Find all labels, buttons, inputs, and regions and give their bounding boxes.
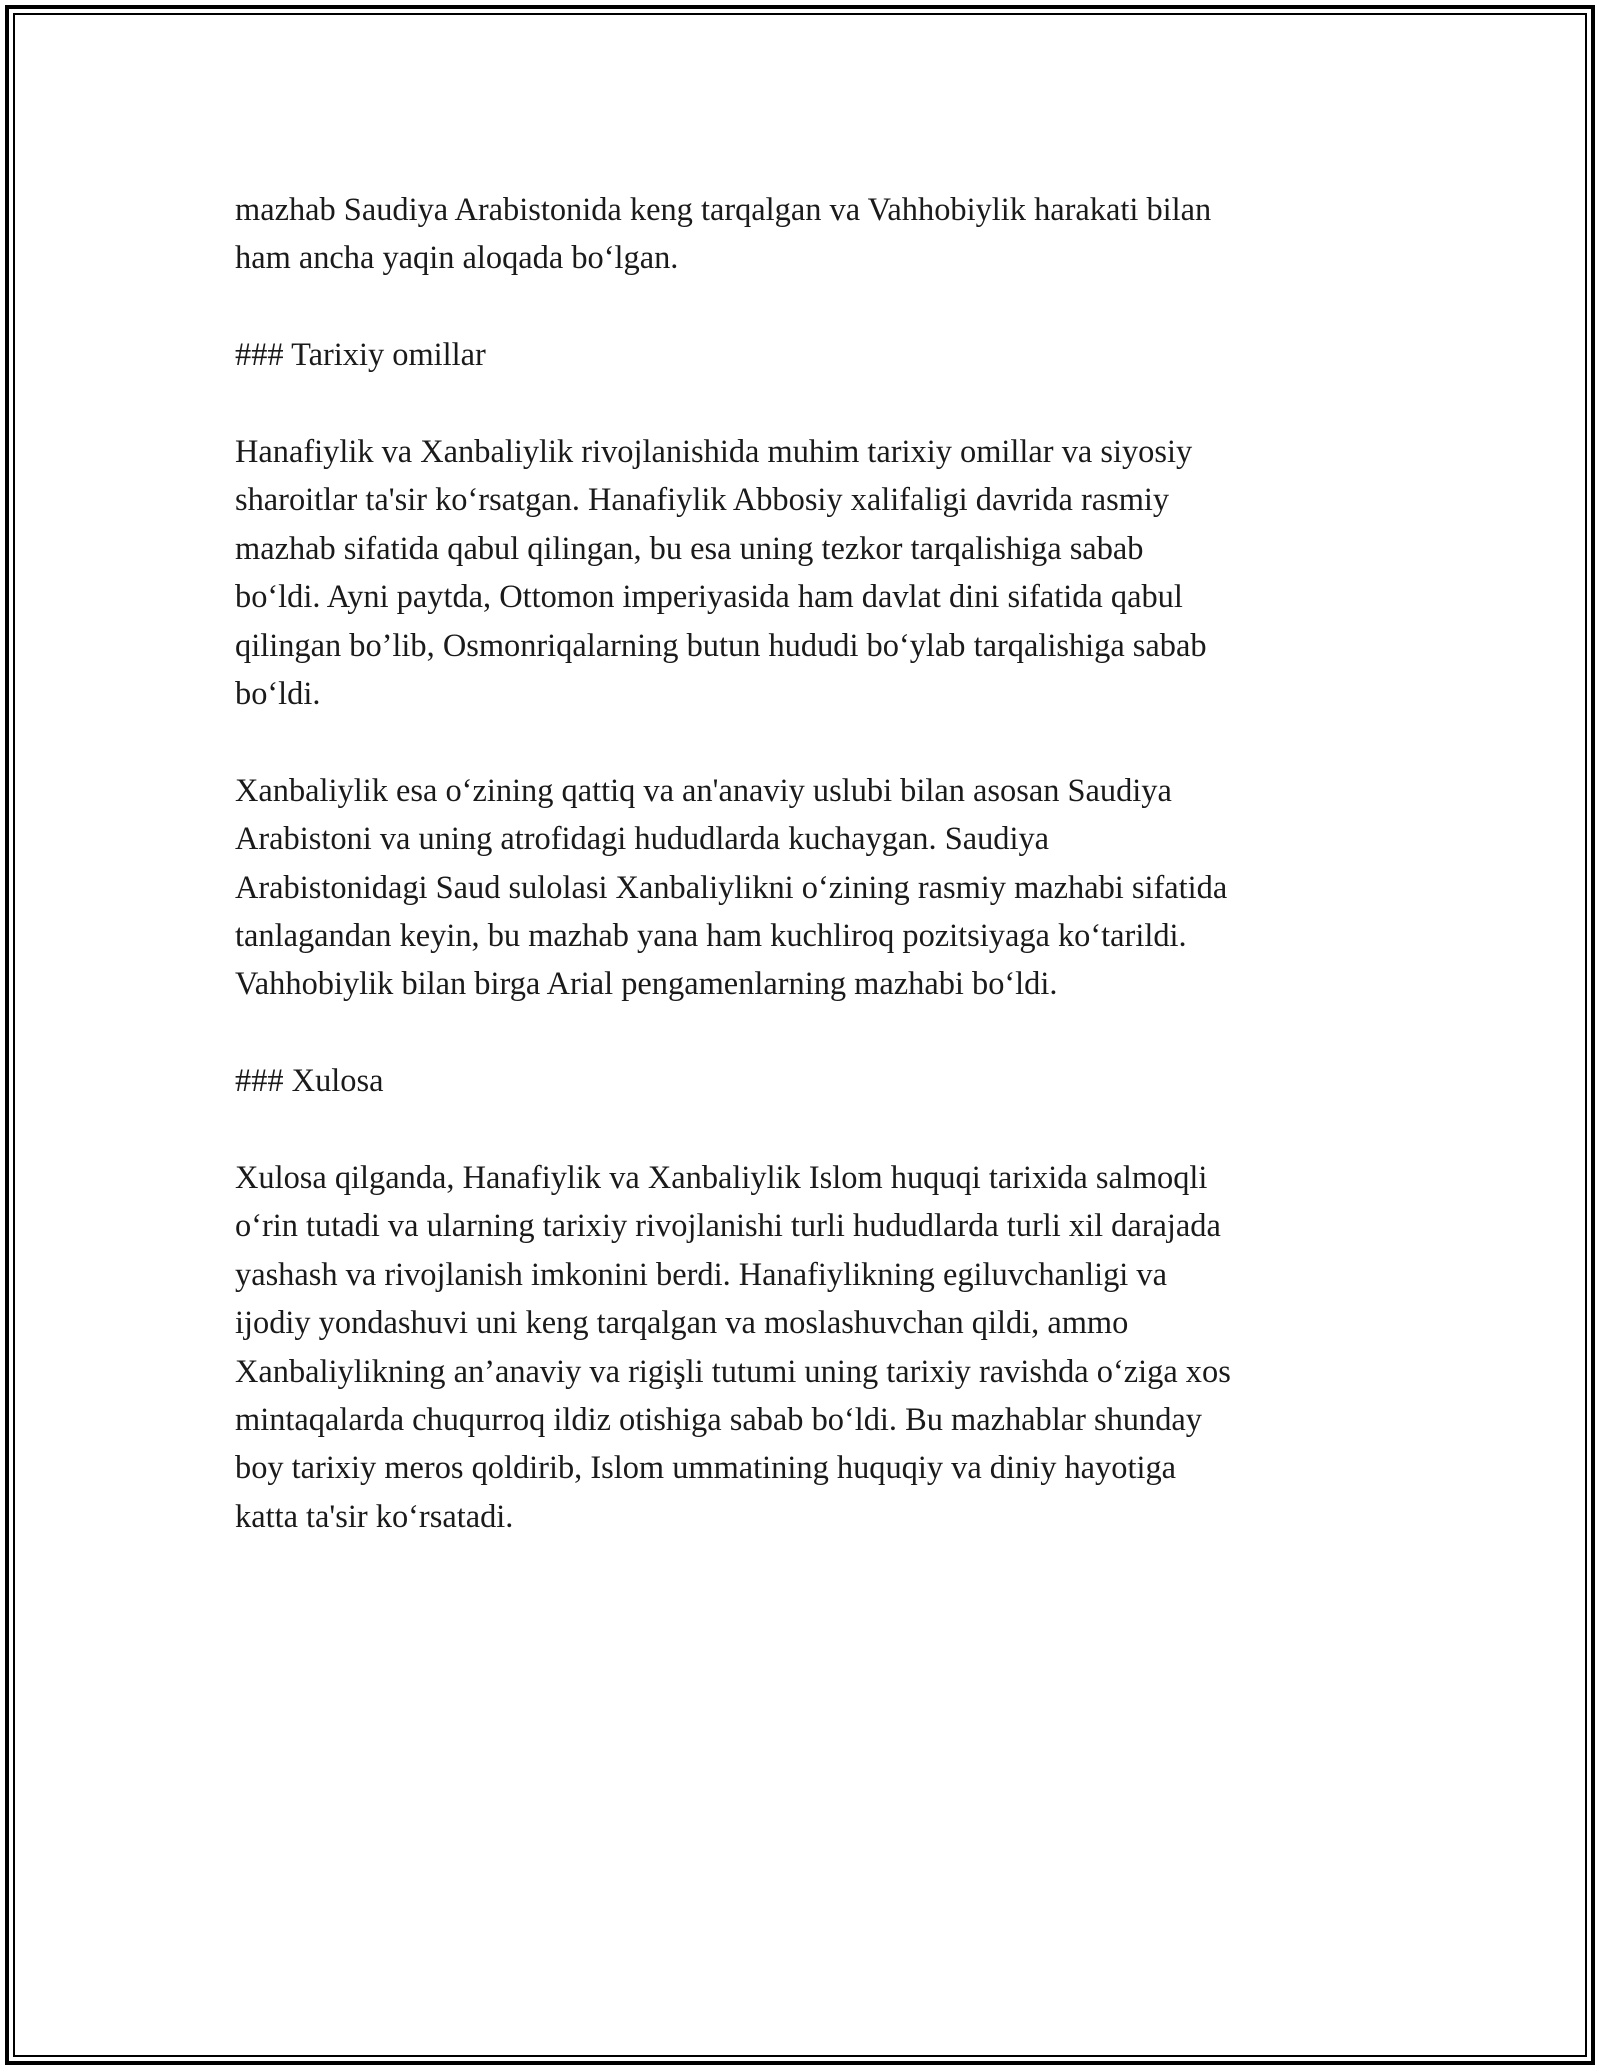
text-line: katta ta'sir ko‘rsatadi. xyxy=(235,1498,514,1535)
heading-text: ### Tarixiy omillar xyxy=(235,337,486,374)
text-line: mintaqalarda chuqurroq ildiz otishiga sabab bo‘ldi. Bu mazhablar shunday xyxy=(235,1402,1202,1439)
text-line: ham ancha yaqin aloqada bo‘lgan. xyxy=(235,240,679,277)
text-line: Xanbaliylik esa o‘zining qattiq va an'anaviy uslubi bilan asosan Saudiya xyxy=(235,772,1172,809)
text-line: Hanafiylik va Xanbaliylik rivojlanishida muhim tarixiy omillar va siyosiy xyxy=(235,434,1193,470)
text-line: bo‘ldi. xyxy=(235,676,321,713)
text-line: Xanbaliylikning an’anaviy va rigişli tutumi uning tarixiy ravishda o‘ziga xos xyxy=(235,1353,1231,1390)
text-line: Arabistoni va uning atrofidagi hududlarda kuchaygan. Saudiya xyxy=(235,821,1050,858)
document-body xyxy=(235,186,1375,1590)
text-line: yashash va rivojlanish imkonini berdi. Hanafiylikning egiluvchanligi va xyxy=(235,1256,1167,1293)
heading-text: ### Xulosa xyxy=(235,1063,384,1100)
text-line: Xulosa qilganda, Hanafiylik va Xanbaliylik Islom huquqi tarixida salmoqli xyxy=(235,1160,1208,1197)
text-line: sharoitlar ta'sir ko‘rsatgan. Hanafiylik Abbosiy xalifaligi davrida rasmiy xyxy=(235,482,1170,519)
text-line: boy tarixiy meros qoldirib, Islom ummatining huquqiy va diniy hayotiga xyxy=(235,1450,1177,1487)
paragraph-xulosa xyxy=(235,1154,1375,1541)
paragraph-intro-continuation xyxy=(235,186,1375,283)
section-heading-xulosa xyxy=(235,1057,1375,1105)
text-line: qilingan bo’lib, Osmonriqalarning butun hududi bo‘ylab tarqalishiga sabab xyxy=(235,627,1207,664)
text-line: mazhab sifatida qabul qilingan, bu esa uning tezkor tarqalishiga sabab xyxy=(235,530,1144,567)
text-line: tanlagandan keyin, bu mazhab yana ham kuchliroq pozitsiyaga ko‘tarildi. xyxy=(235,918,1187,955)
paragraph-tarixiy-omillar-1 xyxy=(235,428,1375,718)
text-line: Vahhobiylik bilan birga Arial pengamenlarning mazhabi bo‘ldi. xyxy=(235,966,1058,1003)
text-line: mazhab Saudiya Arabistonida keng tarqalgan va Vahhobiylik harakati bilan xyxy=(235,192,1212,228)
text-line: ijodiy yondashuvi uni keng tarqalgan va moslashuvchan qildi, ammo xyxy=(235,1305,1129,1342)
text-line: o‘rin tutadi va ularning tarixiy rivojlanishi turli hududlarda turli xil darajada xyxy=(235,1208,1221,1245)
text-line: Arabistonidagi Saud sulolasi Xanbaliylikni o‘zining rasmiy mazhabi sifatida xyxy=(235,869,1228,906)
section-heading-tarixiy-omillar xyxy=(235,331,1375,379)
text-line: bo‘ldi. Ayni paytda, Ottomon imperiyasida ham davlat dini sifatida qabul xyxy=(235,579,1183,616)
paragraph-tarixiy-omillar-2 xyxy=(235,767,1375,1009)
